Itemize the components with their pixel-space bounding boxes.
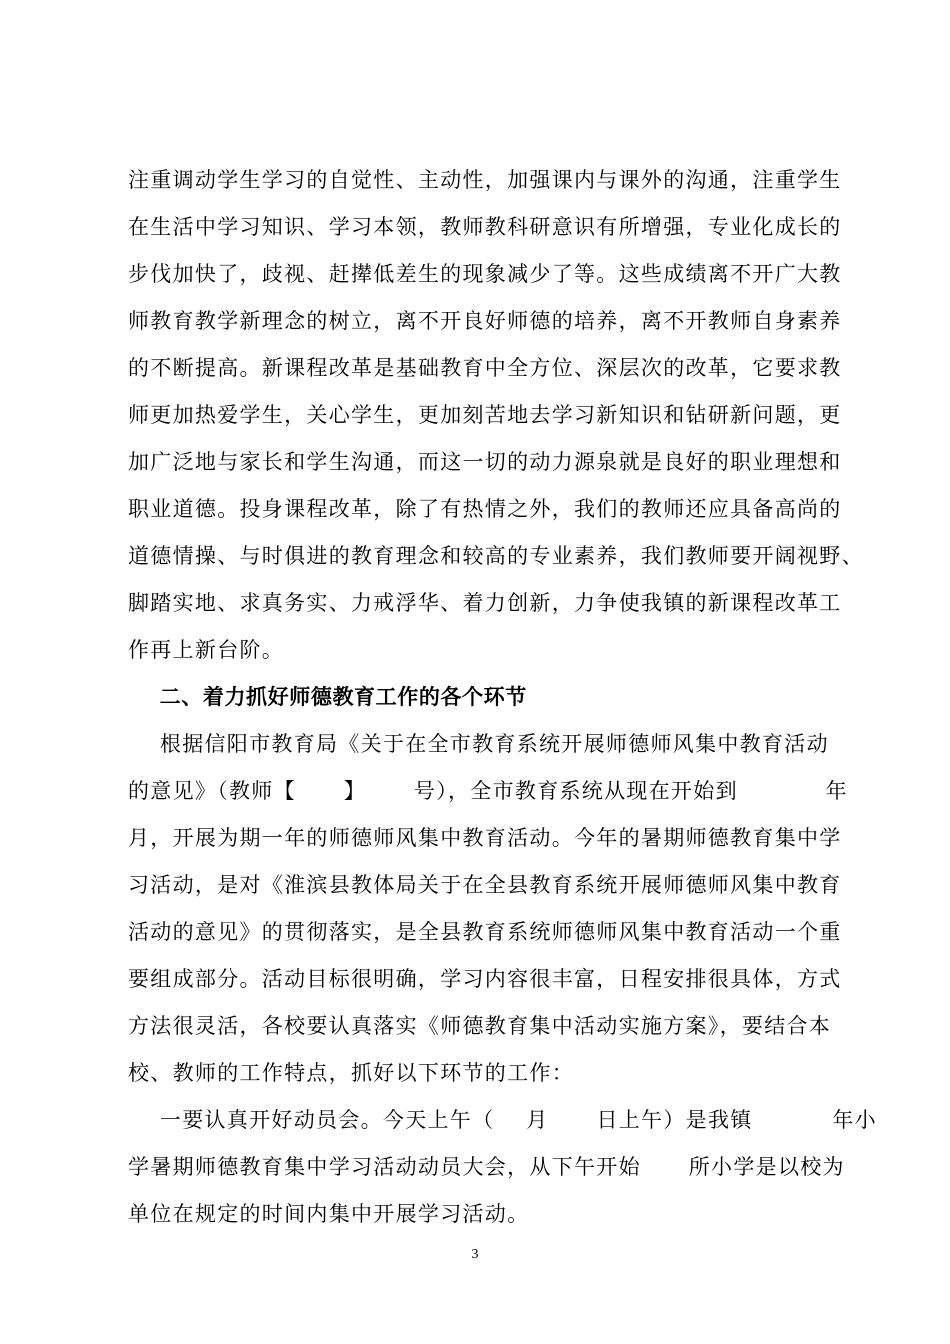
body-text-line: 职业道德。投身课程改革，除了有热情之外，我们的教师还应具备高尚的	[128, 497, 842, 521]
body-text-line: 要组成部分。活动目标很明确，学习内容很丰富，日程安排很具体，方式	[128, 967, 842, 991]
body-text-line: 单位在规定的时间内集中开展学习活动。	[128, 1202, 530, 1226]
body-text-line: 根据信阳市教育局《关于在全市教育系统开展师德师风集中教育活动	[128, 732, 829, 756]
body-text-line: 师更加热爱学生，关心学生，更加刻苦地去学习新知识和钻研新问题，更	[128, 403, 842, 427]
body-text-line: 的不断提高。新课程改革是基础教育中全方位、深层次的改革，它要求教	[128, 356, 842, 380]
body-text-line: 月，开展为期一年的师德师风集中教育活动。今年的暑期师德教育集中学	[128, 826, 842, 850]
body-text-line: 作再上新台阶。	[128, 638, 285, 662]
body-text-line: 道德情操、与时俱进的教育理念和较高的专业素养，我们教师要开阔视野、	[128, 544, 864, 568]
body-text-line: 在生活中学习知识、学习本领，教师教科研意识有所增强，专业化成长的	[128, 215, 842, 239]
page-number: 3	[471, 1247, 479, 1262]
body-text-line: 方法很灵活，各校要认真落实《师德教育集中活动实施方案》，要结合本	[128, 1014, 832, 1038]
body-text-line: 注重调动学生学习的自觉性、主动性，加强课内与课外的沟通，注重学生	[128, 168, 842, 192]
body-text-line: 师教育教学新理念的树立，离不开良好师德的培养，离不开教师自身素养	[128, 309, 842, 333]
section-heading: 二、着力抓好师德教育工作的各个环节	[128, 685, 527, 709]
body-text-line: 的意见》（教师【 】 号），全市教育系统从现在开始到 年	[128, 779, 848, 803]
body-text-line: 脚踏实地、求真务实、力戒浮华、着力创新，力争使我镇的新课程改革工	[128, 591, 842, 615]
body-text-line: 加广泛地与家长和学生沟通，而这一切的动力源泉就是良好的职业理想和	[128, 450, 842, 474]
body-text-line: 学暑期师德教育集中学习活动动员大会，从下午开始 所小学是以校为	[128, 1155, 845, 1179]
body-text-line: 活动的意见》的贯彻落实，是全县教育系统师德师风集中教育活动一个重	[128, 920, 842, 944]
body-text-line: 习活动，是对《淮滨县教体局关于在全县教育系统开展师德师风集中教育	[128, 873, 842, 897]
body-text-line: 一要认真开好动员会。今天上午（ 月 日上午）是我镇 年小	[128, 1108, 877, 1132]
body-text-line: 步伐加快了，歧视、赶撵低差生的现象减少了等。这些成绩离不开广大教	[128, 262, 842, 286]
body-text-line: 校、教师的工作特点，抓好以下环节的工作：	[128, 1061, 574, 1085]
